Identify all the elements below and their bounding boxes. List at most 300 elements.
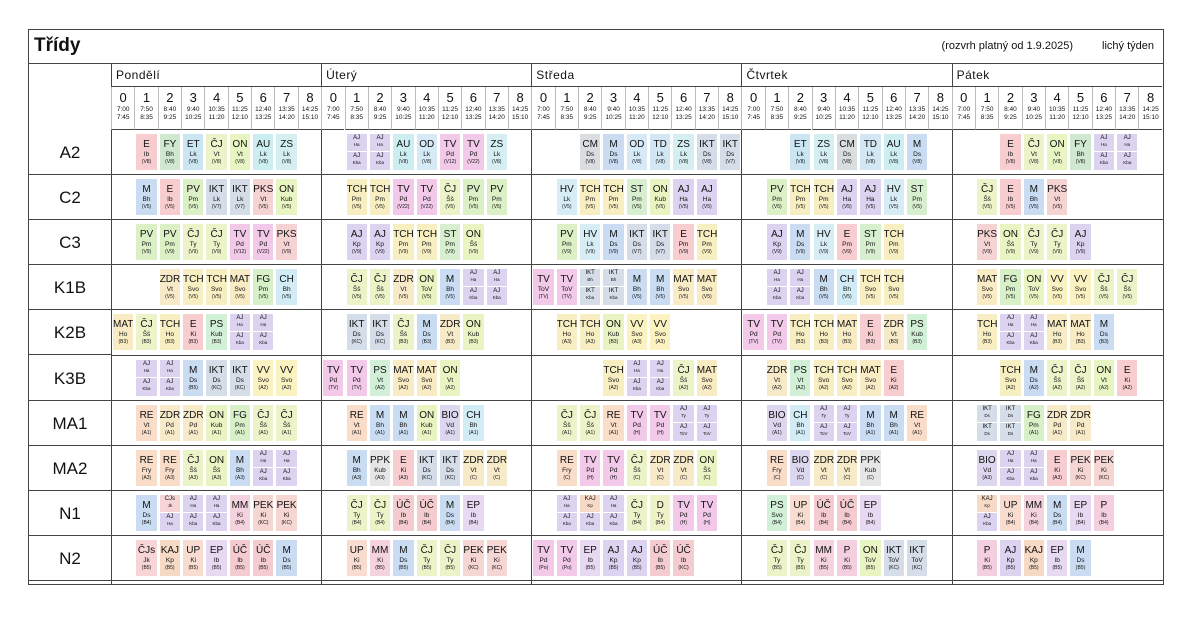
lesson-cell[interactable] bbox=[813, 359, 835, 397]
lesson-cell[interactable] bbox=[462, 539, 484, 577]
lesson-cell[interactable] bbox=[182, 178, 204, 216]
lesson-cell[interactable] bbox=[1046, 539, 1068, 577]
lesson-cell[interactable] bbox=[789, 494, 811, 532]
lesson-cell[interactable] bbox=[1069, 313, 1091, 351]
lesson-cell[interactable] bbox=[1069, 404, 1091, 442]
lesson-cell[interactable] bbox=[252, 539, 274, 577]
lesson-cell[interactable] bbox=[1023, 313, 1045, 351]
lesson-cell[interactable] bbox=[252, 494, 274, 532]
lesson-cell[interactable] bbox=[789, 178, 811, 216]
lesson-cell[interactable] bbox=[556, 494, 578, 532]
lesson-cell[interactable] bbox=[275, 404, 297, 442]
lesson-cell[interactable] bbox=[369, 133, 391, 171]
lesson-cell[interactable] bbox=[346, 494, 368, 532]
lesson-cell[interactable] bbox=[766, 494, 788, 532]
lesson-cell[interactable] bbox=[205, 313, 227, 351]
lesson-cell[interactable] bbox=[439, 359, 461, 397]
lesson-cell[interactable] bbox=[626, 494, 648, 532]
lesson-cell[interactable] bbox=[906, 313, 928, 351]
lesson-cell[interactable] bbox=[369, 494, 391, 532]
lesson-cell[interactable] bbox=[252, 449, 274, 487]
lesson-cell[interactable] bbox=[602, 268, 624, 306]
lesson-cell[interactable] bbox=[626, 223, 648, 261]
lesson-cell[interactable] bbox=[1069, 449, 1091, 487]
lesson-cell[interactable] bbox=[346, 449, 368, 487]
lesson-cell[interactable] bbox=[976, 404, 998, 442]
lesson-cell[interactable] bbox=[462, 494, 484, 532]
lesson-cell[interactable] bbox=[416, 223, 438, 261]
lesson-cell[interactable] bbox=[813, 449, 835, 487]
lesson-cell[interactable] bbox=[696, 223, 718, 261]
lesson-cell[interactable] bbox=[439, 313, 461, 351]
lesson-cell[interactable] bbox=[346, 313, 368, 351]
lesson-cell[interactable] bbox=[135, 449, 157, 487]
lesson-cell[interactable] bbox=[789, 449, 811, 487]
lesson-cell[interactable] bbox=[836, 494, 858, 532]
lesson-cell[interactable] bbox=[1069, 268, 1091, 306]
lesson-cell[interactable] bbox=[766, 449, 788, 487]
lesson-cell[interactable] bbox=[416, 539, 438, 577]
lesson-cell[interactable] bbox=[229, 449, 251, 487]
lesson-cell[interactable] bbox=[672, 178, 694, 216]
lesson-cell[interactable] bbox=[1023, 223, 1045, 261]
lesson-cell[interactable] bbox=[789, 359, 811, 397]
lesson-cell[interactable] bbox=[1046, 359, 1068, 397]
lesson-cell[interactable] bbox=[135, 223, 157, 261]
lesson-cell[interactable] bbox=[626, 313, 648, 351]
lesson-cell[interactable] bbox=[836, 178, 858, 216]
lesson-cell[interactable] bbox=[813, 268, 835, 306]
lesson-cell[interactable] bbox=[439, 404, 461, 442]
lesson-cell[interactable] bbox=[766, 359, 788, 397]
lesson-cell[interactable] bbox=[999, 404, 1021, 442]
lesson-cell[interactable] bbox=[322, 359, 344, 397]
lesson-cell[interactable] bbox=[1069, 223, 1091, 261]
lesson-cell[interactable] bbox=[556, 449, 578, 487]
lesson-cell[interactable] bbox=[789, 133, 811, 171]
lesson-cell[interactable] bbox=[999, 223, 1021, 261]
lesson-cell[interactable] bbox=[416, 404, 438, 442]
lesson-cell[interactable] bbox=[346, 223, 368, 261]
lesson-cell[interactable] bbox=[672, 268, 694, 306]
lesson-cell[interactable] bbox=[556, 313, 578, 351]
lesson-cell[interactable] bbox=[906, 404, 928, 442]
lesson-cell[interactable] bbox=[1116, 359, 1138, 397]
lesson-cell[interactable] bbox=[532, 539, 554, 577]
lesson-cell[interactable] bbox=[579, 494, 601, 532]
lesson-cell[interactable] bbox=[649, 268, 671, 306]
lesson-cell[interactable] bbox=[1093, 449, 1115, 487]
lesson-cell[interactable] bbox=[252, 313, 274, 351]
lesson-cell[interactable] bbox=[859, 494, 881, 532]
lesson-cell[interactable] bbox=[626, 178, 648, 216]
lesson-cell[interactable] bbox=[602, 359, 624, 397]
lesson-cell[interactable] bbox=[813, 539, 835, 577]
lesson-cell[interactable] bbox=[252, 133, 274, 171]
lesson-cell[interactable] bbox=[1093, 313, 1115, 351]
lesson-cell[interactable] bbox=[275, 359, 297, 397]
lesson-cell[interactable] bbox=[252, 223, 274, 261]
lesson-cell[interactable] bbox=[205, 539, 227, 577]
lesson-cell[interactable] bbox=[416, 268, 438, 306]
lesson-cell[interactable] bbox=[672, 449, 694, 487]
lesson-cell[interactable] bbox=[813, 313, 835, 351]
lesson-cell[interactable] bbox=[999, 539, 1021, 577]
lesson-cell[interactable] bbox=[579, 404, 601, 442]
lesson-cell[interactable] bbox=[999, 494, 1021, 532]
lesson-cell[interactable] bbox=[579, 313, 601, 351]
lesson-cell[interactable] bbox=[649, 449, 671, 487]
lesson-cell[interactable] bbox=[462, 404, 484, 442]
lesson-cell[interactable] bbox=[766, 539, 788, 577]
lesson-cell[interactable] bbox=[976, 178, 998, 216]
lesson-cell[interactable] bbox=[883, 539, 905, 577]
lesson-cell[interactable] bbox=[766, 223, 788, 261]
lesson-cell[interactable] bbox=[252, 359, 274, 397]
lesson-cell[interactable] bbox=[229, 223, 251, 261]
lesson-cell[interactable] bbox=[1046, 449, 1068, 487]
lesson-cell[interactable] bbox=[556, 223, 578, 261]
lesson-cell[interactable] bbox=[696, 133, 718, 171]
lesson-cell[interactable] bbox=[602, 539, 624, 577]
lesson-cell[interactable] bbox=[813, 494, 835, 532]
lesson-cell[interactable] bbox=[275, 223, 297, 261]
lesson-cell[interactable] bbox=[252, 178, 274, 216]
lesson-cell[interactable] bbox=[205, 268, 227, 306]
lesson-cell[interactable] bbox=[416, 359, 438, 397]
lesson-cell[interactable] bbox=[159, 178, 181, 216]
lesson-cell[interactable] bbox=[369, 404, 391, 442]
lesson-cell[interactable] bbox=[182, 223, 204, 261]
lesson-cell[interactable] bbox=[579, 133, 601, 171]
lesson-cell[interactable] bbox=[159, 313, 181, 351]
lesson-cell[interactable] bbox=[626, 133, 648, 171]
lesson-cell[interactable] bbox=[1046, 494, 1068, 532]
lesson-cell[interactable] bbox=[486, 178, 508, 216]
lesson-cell[interactable] bbox=[1069, 359, 1091, 397]
lesson-cell[interactable] bbox=[579, 178, 601, 216]
lesson-cell[interactable] bbox=[672, 539, 694, 577]
lesson-cell[interactable] bbox=[1093, 359, 1115, 397]
lesson-cell[interactable] bbox=[602, 133, 624, 171]
lesson-cell[interactable] bbox=[1023, 268, 1045, 306]
lesson-cell[interactable] bbox=[883, 359, 905, 397]
lesson-cell[interactable] bbox=[275, 449, 297, 487]
lesson-cell[interactable] bbox=[626, 404, 648, 442]
lesson-cell[interactable] bbox=[135, 133, 157, 171]
lesson-cell[interactable] bbox=[159, 404, 181, 442]
lesson-cell[interactable] bbox=[976, 539, 998, 577]
lesson-cell[interactable] bbox=[976, 449, 998, 487]
lesson-cell[interactable] bbox=[392, 133, 414, 171]
lesson-cell[interactable] bbox=[1069, 539, 1091, 577]
lesson-cell[interactable] bbox=[696, 494, 718, 532]
lesson-cell[interactable] bbox=[1046, 268, 1068, 306]
lesson-cell[interactable] bbox=[392, 539, 414, 577]
lesson-cell[interactable] bbox=[205, 494, 227, 532]
lesson-cell[interactable] bbox=[205, 133, 227, 171]
lesson-cell[interactable] bbox=[626, 539, 648, 577]
lesson-cell[interactable] bbox=[1023, 359, 1045, 397]
lesson-cell[interactable] bbox=[859, 223, 881, 261]
lesson-cell[interactable] bbox=[836, 223, 858, 261]
lesson-cell[interactable] bbox=[416, 494, 438, 532]
lesson-cell[interactable] bbox=[182, 449, 204, 487]
lesson-cell[interactable] bbox=[229, 268, 251, 306]
lesson-cell[interactable] bbox=[439, 178, 461, 216]
lesson-cell[interactable] bbox=[602, 494, 624, 532]
lesson-cell[interactable] bbox=[813, 178, 835, 216]
lesson-cell[interactable] bbox=[392, 449, 414, 487]
lesson-cell[interactable] bbox=[159, 223, 181, 261]
lesson-cell[interactable] bbox=[439, 133, 461, 171]
lesson-cell[interactable] bbox=[883, 313, 905, 351]
lesson-cell[interactable] bbox=[135, 404, 157, 442]
lesson-cell[interactable] bbox=[766, 178, 788, 216]
lesson-cell[interactable] bbox=[649, 223, 671, 261]
lesson-cell[interactable] bbox=[462, 223, 484, 261]
lesson-cell[interactable] bbox=[462, 313, 484, 351]
lesson-cell[interactable] bbox=[369, 449, 391, 487]
lesson-cell[interactable] bbox=[976, 494, 998, 532]
lesson-cell[interactable] bbox=[229, 539, 251, 577]
lesson-cell[interactable] bbox=[836, 449, 858, 487]
lesson-cell[interactable] bbox=[602, 223, 624, 261]
lesson-cell[interactable] bbox=[626, 268, 648, 306]
lesson-cell[interactable] bbox=[486, 449, 508, 487]
lesson-cell[interactable] bbox=[1046, 133, 1068, 171]
lesson-cell[interactable] bbox=[159, 359, 181, 397]
lesson-cell[interactable] bbox=[1046, 313, 1068, 351]
lesson-cell[interactable] bbox=[392, 268, 414, 306]
lesson-cell[interactable] bbox=[672, 494, 694, 532]
lesson-cell[interactable] bbox=[579, 223, 601, 261]
lesson-cell[interactable] bbox=[1116, 268, 1138, 306]
lesson-cell[interactable] bbox=[813, 223, 835, 261]
lesson-cell[interactable] bbox=[696, 178, 718, 216]
lesson-cell[interactable] bbox=[813, 404, 835, 442]
lesson-cell[interactable] bbox=[602, 178, 624, 216]
lesson-cell[interactable] bbox=[1093, 268, 1115, 306]
lesson-cell[interactable] bbox=[369, 539, 391, 577]
lesson-cell[interactable] bbox=[579, 268, 601, 306]
lesson-cell[interactable] bbox=[649, 133, 671, 171]
lesson-cell[interactable] bbox=[1023, 494, 1045, 532]
lesson-cell[interactable] bbox=[1023, 178, 1045, 216]
lesson-cell[interactable] bbox=[1046, 223, 1068, 261]
lesson-cell[interactable] bbox=[976, 268, 998, 306]
lesson-cell[interactable] bbox=[462, 178, 484, 216]
lesson-cell[interactable] bbox=[205, 449, 227, 487]
lesson-cell[interactable] bbox=[416, 178, 438, 216]
lesson-cell[interactable] bbox=[602, 449, 624, 487]
lesson-cell[interactable] bbox=[906, 178, 928, 216]
lesson-cell[interactable] bbox=[672, 404, 694, 442]
lesson-cell[interactable] bbox=[789, 313, 811, 351]
lesson-cell[interactable] bbox=[1069, 494, 1091, 532]
lesson-cell[interactable] bbox=[906, 539, 928, 577]
lesson-cell[interactable] bbox=[369, 313, 391, 351]
lesson-cell[interactable] bbox=[672, 133, 694, 171]
lesson-cell[interactable] bbox=[112, 313, 134, 351]
lesson-cell[interactable] bbox=[462, 133, 484, 171]
lesson-cell[interactable] bbox=[859, 449, 881, 487]
lesson-cell[interactable] bbox=[346, 268, 368, 306]
lesson-cell[interactable] bbox=[1023, 539, 1045, 577]
lesson-cell[interactable] bbox=[789, 223, 811, 261]
lesson-cell[interactable] bbox=[789, 268, 811, 306]
lesson-cell[interactable] bbox=[906, 133, 928, 171]
lesson-cell[interactable] bbox=[859, 313, 881, 351]
lesson-cell[interactable] bbox=[1023, 133, 1045, 171]
lesson-cell[interactable] bbox=[462, 268, 484, 306]
lesson-cell[interactable] bbox=[346, 133, 368, 171]
lesson-cell[interactable] bbox=[836, 359, 858, 397]
lesson-cell[interactable] bbox=[789, 539, 811, 577]
lesson-cell[interactable] bbox=[275, 268, 297, 306]
lesson-cell[interactable] bbox=[766, 268, 788, 306]
lesson-cell[interactable] bbox=[1046, 178, 1068, 216]
lesson-cell[interactable] bbox=[999, 178, 1021, 216]
lesson-cell[interactable] bbox=[439, 449, 461, 487]
lesson-cell[interactable] bbox=[205, 404, 227, 442]
lesson-cell[interactable] bbox=[182, 494, 204, 532]
lesson-cell[interactable] bbox=[1046, 404, 1068, 442]
lesson-cell[interactable] bbox=[205, 178, 227, 216]
lesson-cell[interactable] bbox=[836, 313, 858, 351]
lesson-cell[interactable] bbox=[1023, 449, 1045, 487]
lesson-cell[interactable] bbox=[1093, 494, 1115, 532]
lesson-cell[interactable] bbox=[556, 404, 578, 442]
lesson-cell[interactable] bbox=[229, 404, 251, 442]
lesson-cell[interactable] bbox=[999, 449, 1021, 487]
lesson-cell[interactable] bbox=[229, 133, 251, 171]
lesson-cell[interactable] bbox=[859, 133, 881, 171]
lesson-cell[interactable] bbox=[696, 404, 718, 442]
lesson-cell[interactable] bbox=[392, 178, 414, 216]
lesson-cell[interactable] bbox=[392, 494, 414, 532]
lesson-cell[interactable] bbox=[275, 494, 297, 532]
lesson-cell[interactable] bbox=[626, 449, 648, 487]
lesson-cell[interactable] bbox=[1023, 404, 1045, 442]
lesson-cell[interactable] bbox=[252, 404, 274, 442]
lesson-cell[interactable] bbox=[416, 449, 438, 487]
lesson-cell[interactable] bbox=[859, 178, 881, 216]
lesson-cell[interactable] bbox=[766, 404, 788, 442]
lesson-cell[interactable] bbox=[392, 359, 414, 397]
lesson-cell[interactable] bbox=[182, 539, 204, 577]
lesson-cell[interactable] bbox=[836, 539, 858, 577]
lesson-cell[interactable] bbox=[182, 268, 204, 306]
lesson-cell[interactable] bbox=[649, 178, 671, 216]
lesson-cell[interactable] bbox=[135, 313, 157, 351]
lesson-cell[interactable] bbox=[602, 313, 624, 351]
lesson-cell[interactable] bbox=[836, 268, 858, 306]
lesson-cell[interactable] bbox=[159, 539, 181, 577]
lesson-cell[interactable] bbox=[462, 449, 484, 487]
lesson-cell[interactable] bbox=[486, 133, 508, 171]
lesson-cell[interactable] bbox=[439, 494, 461, 532]
lesson-cell[interactable] bbox=[672, 223, 694, 261]
lesson-cell[interactable] bbox=[439, 223, 461, 261]
lesson-cell[interactable] bbox=[135, 494, 157, 532]
lesson-cell[interactable] bbox=[532, 268, 554, 306]
lesson-cell[interactable] bbox=[649, 539, 671, 577]
lesson-cell[interactable] bbox=[1069, 133, 1091, 171]
lesson-cell[interactable] bbox=[696, 359, 718, 397]
lesson-cell[interactable] bbox=[439, 268, 461, 306]
lesson-cell[interactable] bbox=[813, 133, 835, 171]
lesson-cell[interactable] bbox=[229, 313, 251, 351]
lesson-cell[interactable] bbox=[369, 268, 391, 306]
lesson-cell[interactable] bbox=[742, 313, 764, 351]
lesson-cell[interactable] bbox=[649, 494, 671, 532]
lesson-cell[interactable] bbox=[696, 268, 718, 306]
lesson-cell[interactable] bbox=[859, 268, 881, 306]
lesson-cell[interactable] bbox=[392, 313, 414, 351]
lesson-cell[interactable] bbox=[416, 133, 438, 171]
lesson-cell[interactable] bbox=[859, 404, 881, 442]
lesson-cell[interactable] bbox=[883, 178, 905, 216]
lesson-cell[interactable] bbox=[205, 223, 227, 261]
lesson-cell[interactable] bbox=[883, 223, 905, 261]
lesson-cell[interactable] bbox=[416, 313, 438, 351]
lesson-cell[interactable] bbox=[976, 313, 998, 351]
lesson-cell[interactable] bbox=[696, 449, 718, 487]
lesson-cell[interactable] bbox=[649, 404, 671, 442]
lesson-cell[interactable] bbox=[229, 359, 251, 397]
lesson-cell[interactable] bbox=[135, 359, 157, 397]
lesson-cell[interactable] bbox=[135, 539, 157, 577]
lesson-cell[interactable] bbox=[836, 404, 858, 442]
lesson-cell[interactable] bbox=[392, 404, 414, 442]
lesson-cell[interactable] bbox=[883, 404, 905, 442]
lesson-cell[interactable] bbox=[275, 178, 297, 216]
lesson-cell[interactable] bbox=[649, 313, 671, 351]
lesson-cell[interactable] bbox=[369, 359, 391, 397]
lesson-cell[interactable] bbox=[999, 133, 1021, 171]
lesson-cell[interactable] bbox=[392, 223, 414, 261]
lesson-cell[interactable] bbox=[229, 178, 251, 216]
lesson-cell[interactable] bbox=[275, 539, 297, 577]
lesson-cell[interactable] bbox=[159, 449, 181, 487]
lesson-cell[interactable] bbox=[369, 178, 391, 216]
lesson-cell[interactable] bbox=[229, 494, 251, 532]
lesson-cell[interactable] bbox=[672, 359, 694, 397]
lesson-cell[interactable] bbox=[883, 133, 905, 171]
lesson-cell[interactable] bbox=[579, 539, 601, 577]
lesson-cell[interactable] bbox=[883, 268, 905, 306]
lesson-cell[interactable] bbox=[1116, 133, 1138, 171]
lesson-cell[interactable] bbox=[836, 133, 858, 171]
lesson-cell[interactable] bbox=[159, 268, 181, 306]
lesson-cell[interactable] bbox=[626, 359, 648, 397]
lesson-cell[interactable] bbox=[999, 359, 1021, 397]
lesson-cell[interactable] bbox=[439, 539, 461, 577]
lesson-cell[interactable] bbox=[556, 178, 578, 216]
lesson-cell[interactable] bbox=[1093, 133, 1115, 171]
lesson-cell[interactable] bbox=[275, 133, 297, 171]
lesson-cell[interactable] bbox=[859, 539, 881, 577]
lesson-cell[interactable] bbox=[346, 404, 368, 442]
lesson-cell[interactable] bbox=[252, 268, 274, 306]
lesson-cell[interactable] bbox=[346, 178, 368, 216]
lesson-cell[interactable] bbox=[346, 359, 368, 397]
lesson-cell[interactable] bbox=[369, 223, 391, 261]
lesson-cell[interactable] bbox=[649, 359, 671, 397]
lesson-cell[interactable] bbox=[556, 539, 578, 577]
lesson-cell[interactable] bbox=[766, 313, 788, 351]
